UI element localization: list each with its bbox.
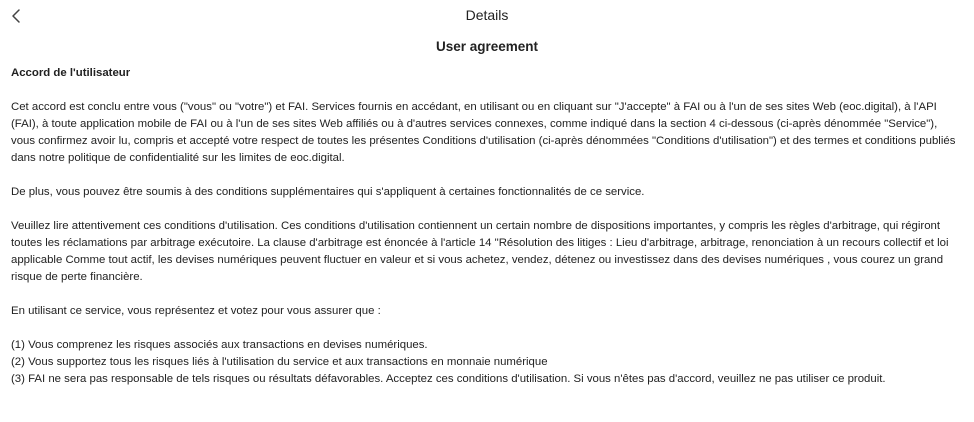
section-heading: Accord de l'utilisateur [11,67,131,79]
top-bar [0,0,974,32]
agreement-content [11,65,961,388]
document-title: User agreement [435,39,539,54]
paragraph-representation: En utilisant ce service, vous représentez et votez pour vous assurer que : [11,305,381,317]
paragraph-additional-terms: De plus, vous pouvez être soumis à des conditions supplémentaires qui s'appliquent à certaines fonctionnalités de ce service. [11,186,645,198]
list-item: (3) FAI ne sera pas responsable de tels risques ou résultats défavorables. Acceptez ces conditions d'utilisation. Si vous n'êtes pas d'accord, veuillez ne pas utiliser ce produit. [11,373,886,385]
risk-list [11,337,961,388]
paragraph-intro: Cet accord est conclu entre vous ("vous" ou "votre") et FAI. Services fournis en accédant, en utilisant ou en cliquant sur "J'accepte" à FAI ou à l'un de ses sites Web (eoc.digital), à l'API (FAI), à toute application mobile de FAI ou à l'un de ses sites Web affiliés ou à d'autres services connexes, comme indiqué dans la section 4 ci-dessous (ci-après dénommée "Service"), vous confirmez avoir lu, compris et accepté votre respect de toutes les présentes Conditions d'utilisation (ci-après dénommées "Conditions d'utilisation") et des termes et conditions publiés dans notre politique de confidentialité sur les limites de eoc.digital. [11,101,956,164]
list-item: (2) Vous supportez tous les risques liés à l'utilisation du service et aux transactions en monnaie numérique [11,356,548,368]
paragraph-arbitration: Veuillez lire attentivement ces conditions d'utilisation. Ces conditions d'utilisation contiennent un certain nombre de dispositions importantes, y compris les règles d'arbitrage, qui régiront toutes les réclamations par arbitrage exécutoire. La clause d'arbitrage est énoncée à l'article 14 "Résolution des litiges : Lieu d'arbitrage, arbitrage, renonciation à un recours collectif et loi applicable Comme tout actif, les devises numériques peuvent fluctuer en valeur et si vous achetez, vendez, détenez ou investissez dans des devises numériques , vous courez un grand risque de perte financière. [11,220,949,283]
list-item: (1) Vous comprenez les risques associés aux transactions en devises numériques. [11,339,428,351]
page-title: Details [465,7,509,23]
